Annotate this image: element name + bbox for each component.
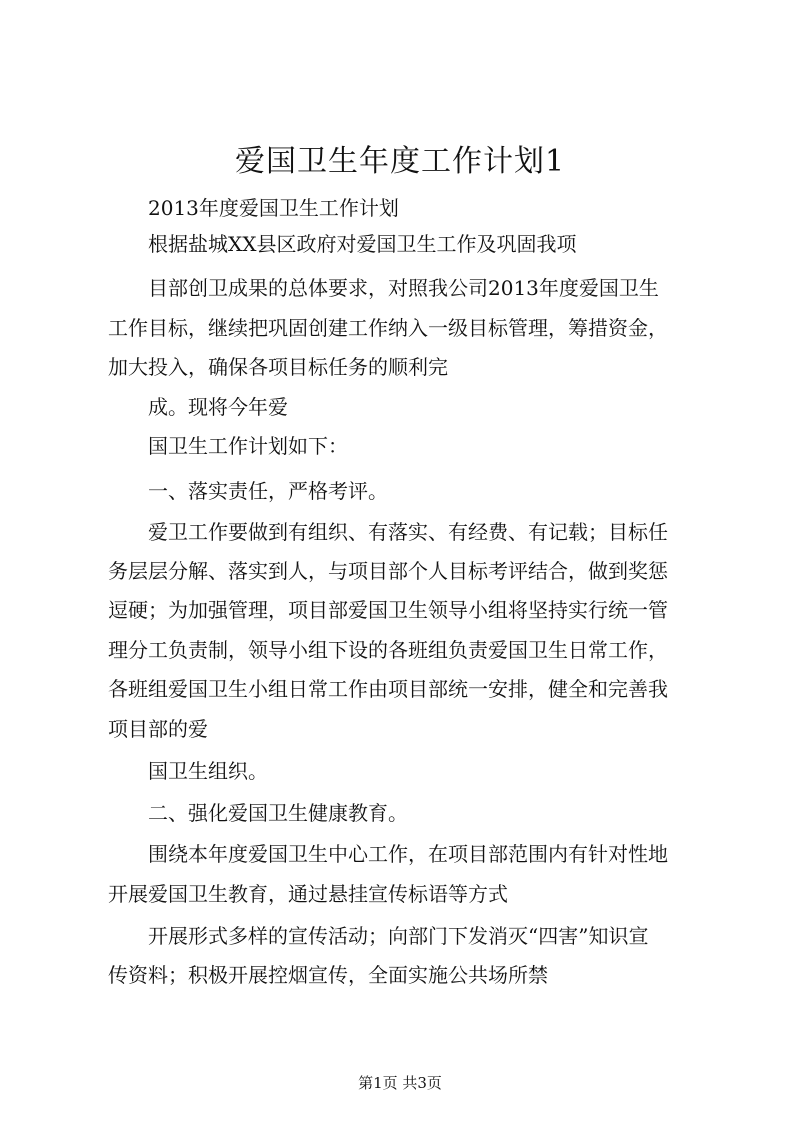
text-line: 务层层分解、落实到人，与项目部个人目标考评结合，做到奖惩 — [108, 559, 668, 583]
text-line: 围绕本年度爱国卫生中心工作，在项目部范围内有针对性地 — [148, 842, 668, 866]
text-line: 开展形式多样的宣传活动；向部门下发消灭“四害”知识宣 — [148, 924, 649, 948]
text-line: 理分工负责制，领导小组下设的各班组负责爱国卫生日常工作， — [108, 638, 668, 662]
text-line: 传资料；积极开展控烟宣传，全面实施公共场所禁 — [108, 963, 548, 987]
text-line: 国卫生工作计划如下： — [148, 434, 348, 458]
text-line: 项目部的爱 — [108, 717, 208, 741]
text-line: 加大投入，确保各项目标任务的顺利完 — [108, 355, 448, 379]
text-line: 开展爱国卫生教育，通过悬挂宣传标语等方式 — [108, 882, 508, 906]
text-line: 一、落实责任，严格考评。 — [148, 479, 388, 503]
text-line: 二、强化爱国卫生健康教育。 — [148, 801, 408, 825]
text-line: 成。现将今年爱 — [148, 395, 288, 419]
text-line: 爱卫工作要做到有组织、有落实、有经费、有记载；目标任 — [148, 520, 668, 544]
text-line: 逗硬；为加强管理，项目部爱国卫生领导小组将坚持实行统一管 — [108, 598, 668, 622]
text-line: 工作目标，继续把巩固创建工作纳入一级目标管理，筹措资金， — [108, 316, 668, 340]
text-line: 国卫生组织。 — [148, 759, 268, 783]
text-line: 目部创卫成果的总体要求，对照我公司2013年度爱国卫生 — [148, 276, 659, 300]
text-line: 2013年度爱国卫生工作计划 — [148, 196, 399, 220]
page-number-footer: 第1页 共3页 — [358, 1074, 442, 1092]
text-line: 各班组爱国卫生小组日常工作由项目部统一安排，健全和完善我 — [108, 677, 668, 701]
document-title: 爱国卫生年度工作计划1 — [234, 144, 566, 179]
text-line: 根据盐城XX县区政府对爱国卫生工作及巩固我项 — [148, 232, 577, 256]
